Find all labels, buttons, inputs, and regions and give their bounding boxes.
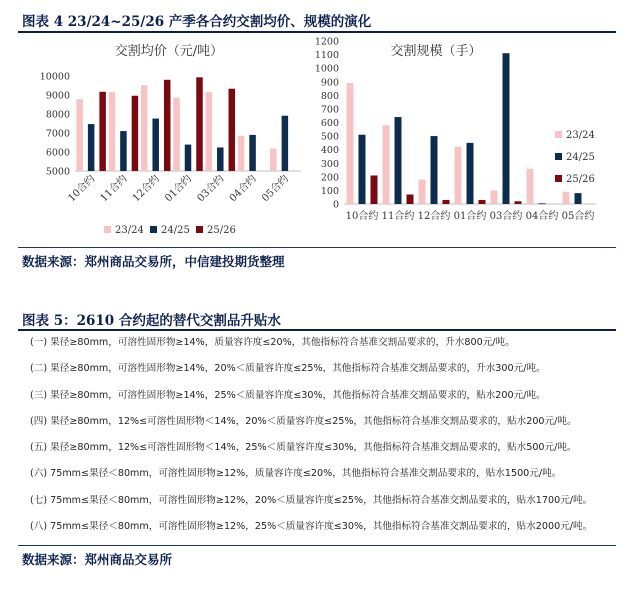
x-tick-label: 11合约 [98,173,130,205]
x-tick-label: 05合约 [561,211,595,222]
bar-24-25 [185,145,192,171]
legend-label: 24/25 [161,225,190,236]
x-tick-label: 04合约 [525,211,559,222]
y-tick-label: 600 [320,118,339,129]
x-tick-label: 12合约 [417,211,451,222]
y-tick-label: 1100 [314,50,339,62]
legend-swatch [555,175,562,182]
legend-swatch [104,226,111,233]
legend-label: 25/26 [207,225,236,236]
x-tick-label: 04合约 [227,173,259,205]
legend-label: 23/24 [115,225,144,236]
y-tick-label: 5000 [45,166,70,178]
y-tick-label: 900 [320,77,339,89]
legend-label: 25/26 [566,174,595,185]
legend-swatch [150,226,157,233]
bar-23-24 [141,85,148,171]
y-tick-label: 0 [332,199,339,211]
rule-item: (六) 75mm≤果径＜80mm，可溶性固形物≥12%，质量容许度≤20%，其他指标符合基准交割品要求的，贴水1500元/吨。 [30,468,562,480]
substitute-delivery-rules [30,330,610,540]
x-tick-label: 11合约 [381,211,415,222]
bar-23-24 [527,169,534,204]
bar-25-26 [196,77,203,171]
legend-swatch [555,153,562,160]
bar-23-24 [383,125,390,204]
bar-25-26 [132,96,139,171]
x-tick-label: 03合约 [489,211,523,222]
rule-item: (二) 果径≥80mm，可溶性固形物≥14%，20%＜质量容许度≤25%，其他指标符合基准交割品要求的，升水300元/吨。 [30,363,546,375]
rule-item: (四) 果径≥80mm，12%≤可溶性固形物＜14%，20%＜质量容许度≤25%，其他指标符合基准交割品要求的，贴水200元/吨。 [30,415,577,427]
y-tick-label: 6000 [45,147,70,159]
x-tick-label: 05合约 [260,173,291,205]
bar-25-26 [371,175,378,204]
delivery-volume-chart [308,33,618,248]
y-tick-label: 700 [320,104,339,116]
bar-25-26 [407,194,414,204]
x-tick-label: 03合约 [195,173,227,205]
bar-24-25 [575,193,582,204]
bar-23-24 [455,147,462,204]
bar-25-26 [479,200,486,204]
x-tick-label: 01合约 [453,211,487,222]
legend-label: 23/24 [566,130,595,141]
bar-24-25 [249,135,256,171]
rule-item: (三) 果径≥80mm，可溶性固形物≥14%，25%＜质量容许度≤30%，其他指标符合基准交割品要求的，贴水200元/吨。 [30,389,546,401]
figure4-bottom-rule [18,247,616,248]
figure4-title: 图表 4 23/24~25/26 产季各合约交割均价、规模的演化 [22,14,372,30]
y-tick-label: 300 [320,158,339,170]
y-tick-label: 200 [320,172,339,184]
y-tick-label: 10000 [39,71,70,83]
bar-23-24 [109,92,116,171]
rule-item: (五) 果径≥80mm，12%≤可溶性固形物＜14%，25%＜质量容许度≤30%，其他指标符合基准交割品要求的，贴水500元/吨。 [30,442,577,454]
x-tick-label: 12合约 [130,173,162,205]
figure5-bottom-rule [18,545,616,546]
bar-24-25 [503,53,510,204]
x-tick-label: 10合约 [66,173,98,205]
bar-24-25 [282,116,289,171]
bar-23-24 [173,98,180,171]
bar-23-24 [347,83,354,204]
bar-25-26 [229,89,236,171]
bar-23-24 [491,190,498,204]
delivery-price-chart [18,33,308,248]
bar-25-26 [515,201,522,204]
figure5-title: 图表 5：2610 合约起的替代交割品升贴水 [22,313,281,329]
y-tick-label: 9000 [45,90,70,102]
bar-25-26 [99,92,106,171]
y-tick-label: 800 [320,90,339,102]
bar-24-25 [431,136,438,204]
x-tick-label: 10合约 [345,211,379,222]
y-tick-label: 1200 [314,36,339,48]
y-tick-label: 8000 [45,109,70,121]
bar-23-24 [270,149,277,171]
legend-swatch [555,131,562,138]
bar-24-25 [359,135,366,204]
bar-23-24 [206,92,213,171]
bar-24-25 [120,131,127,171]
bar-24-25 [88,124,95,171]
bar-23-24 [419,180,426,204]
rule-item: (八) 75mm≤果径＜80mm，可溶性固形物≥12%，25%＜质量容许度≤30%，其他指标符合基准交割品要求的，贴水2000元/吨。 [30,521,593,533]
y-tick-label: 400 [320,145,339,157]
bar-23-24 [563,192,570,204]
bar-25-26 [443,200,450,204]
figure5-source: 数据来源：郑州商品交易所 [22,552,173,567]
legend-label: 24/25 [566,152,595,163]
rule-item: (七) 75mm≤果径＜80mm，可溶性固形物≥12%，20%＜质量容许度≤25%，其他指标符合基准交割品要求的，贴水1700元/吨。 [30,494,593,506]
rule-item: (一) 果径≥80mm，可溶性固形物≥14%，质量容许度≤20%，其他指标符合基准交割品要求的，升水800元/吨。 [30,337,515,348]
bar-23-24 [238,136,245,171]
y-tick-label: 1000 [314,63,339,75]
chart-title: 交割均价（元/吨） [114,44,224,59]
x-tick-label: 01合约 [163,173,195,205]
bar-24-25 [152,119,159,171]
bar-24-25 [395,117,402,204]
figure4-source: 数据来源：郑州商品交易所，中信建投期货整理 [22,254,285,269]
bar-24-25 [539,203,546,204]
bar-23-24 [76,99,83,171]
legend-swatch [196,226,203,233]
bar-25-26 [164,80,171,171]
y-tick-label: 100 [320,185,339,197]
y-tick-label: 500 [320,131,339,143]
chart-title: 交割规模（手） [390,44,482,59]
bar-24-25 [467,143,474,204]
bar-24-25 [217,147,224,171]
y-tick-label: 7000 [45,128,70,140]
